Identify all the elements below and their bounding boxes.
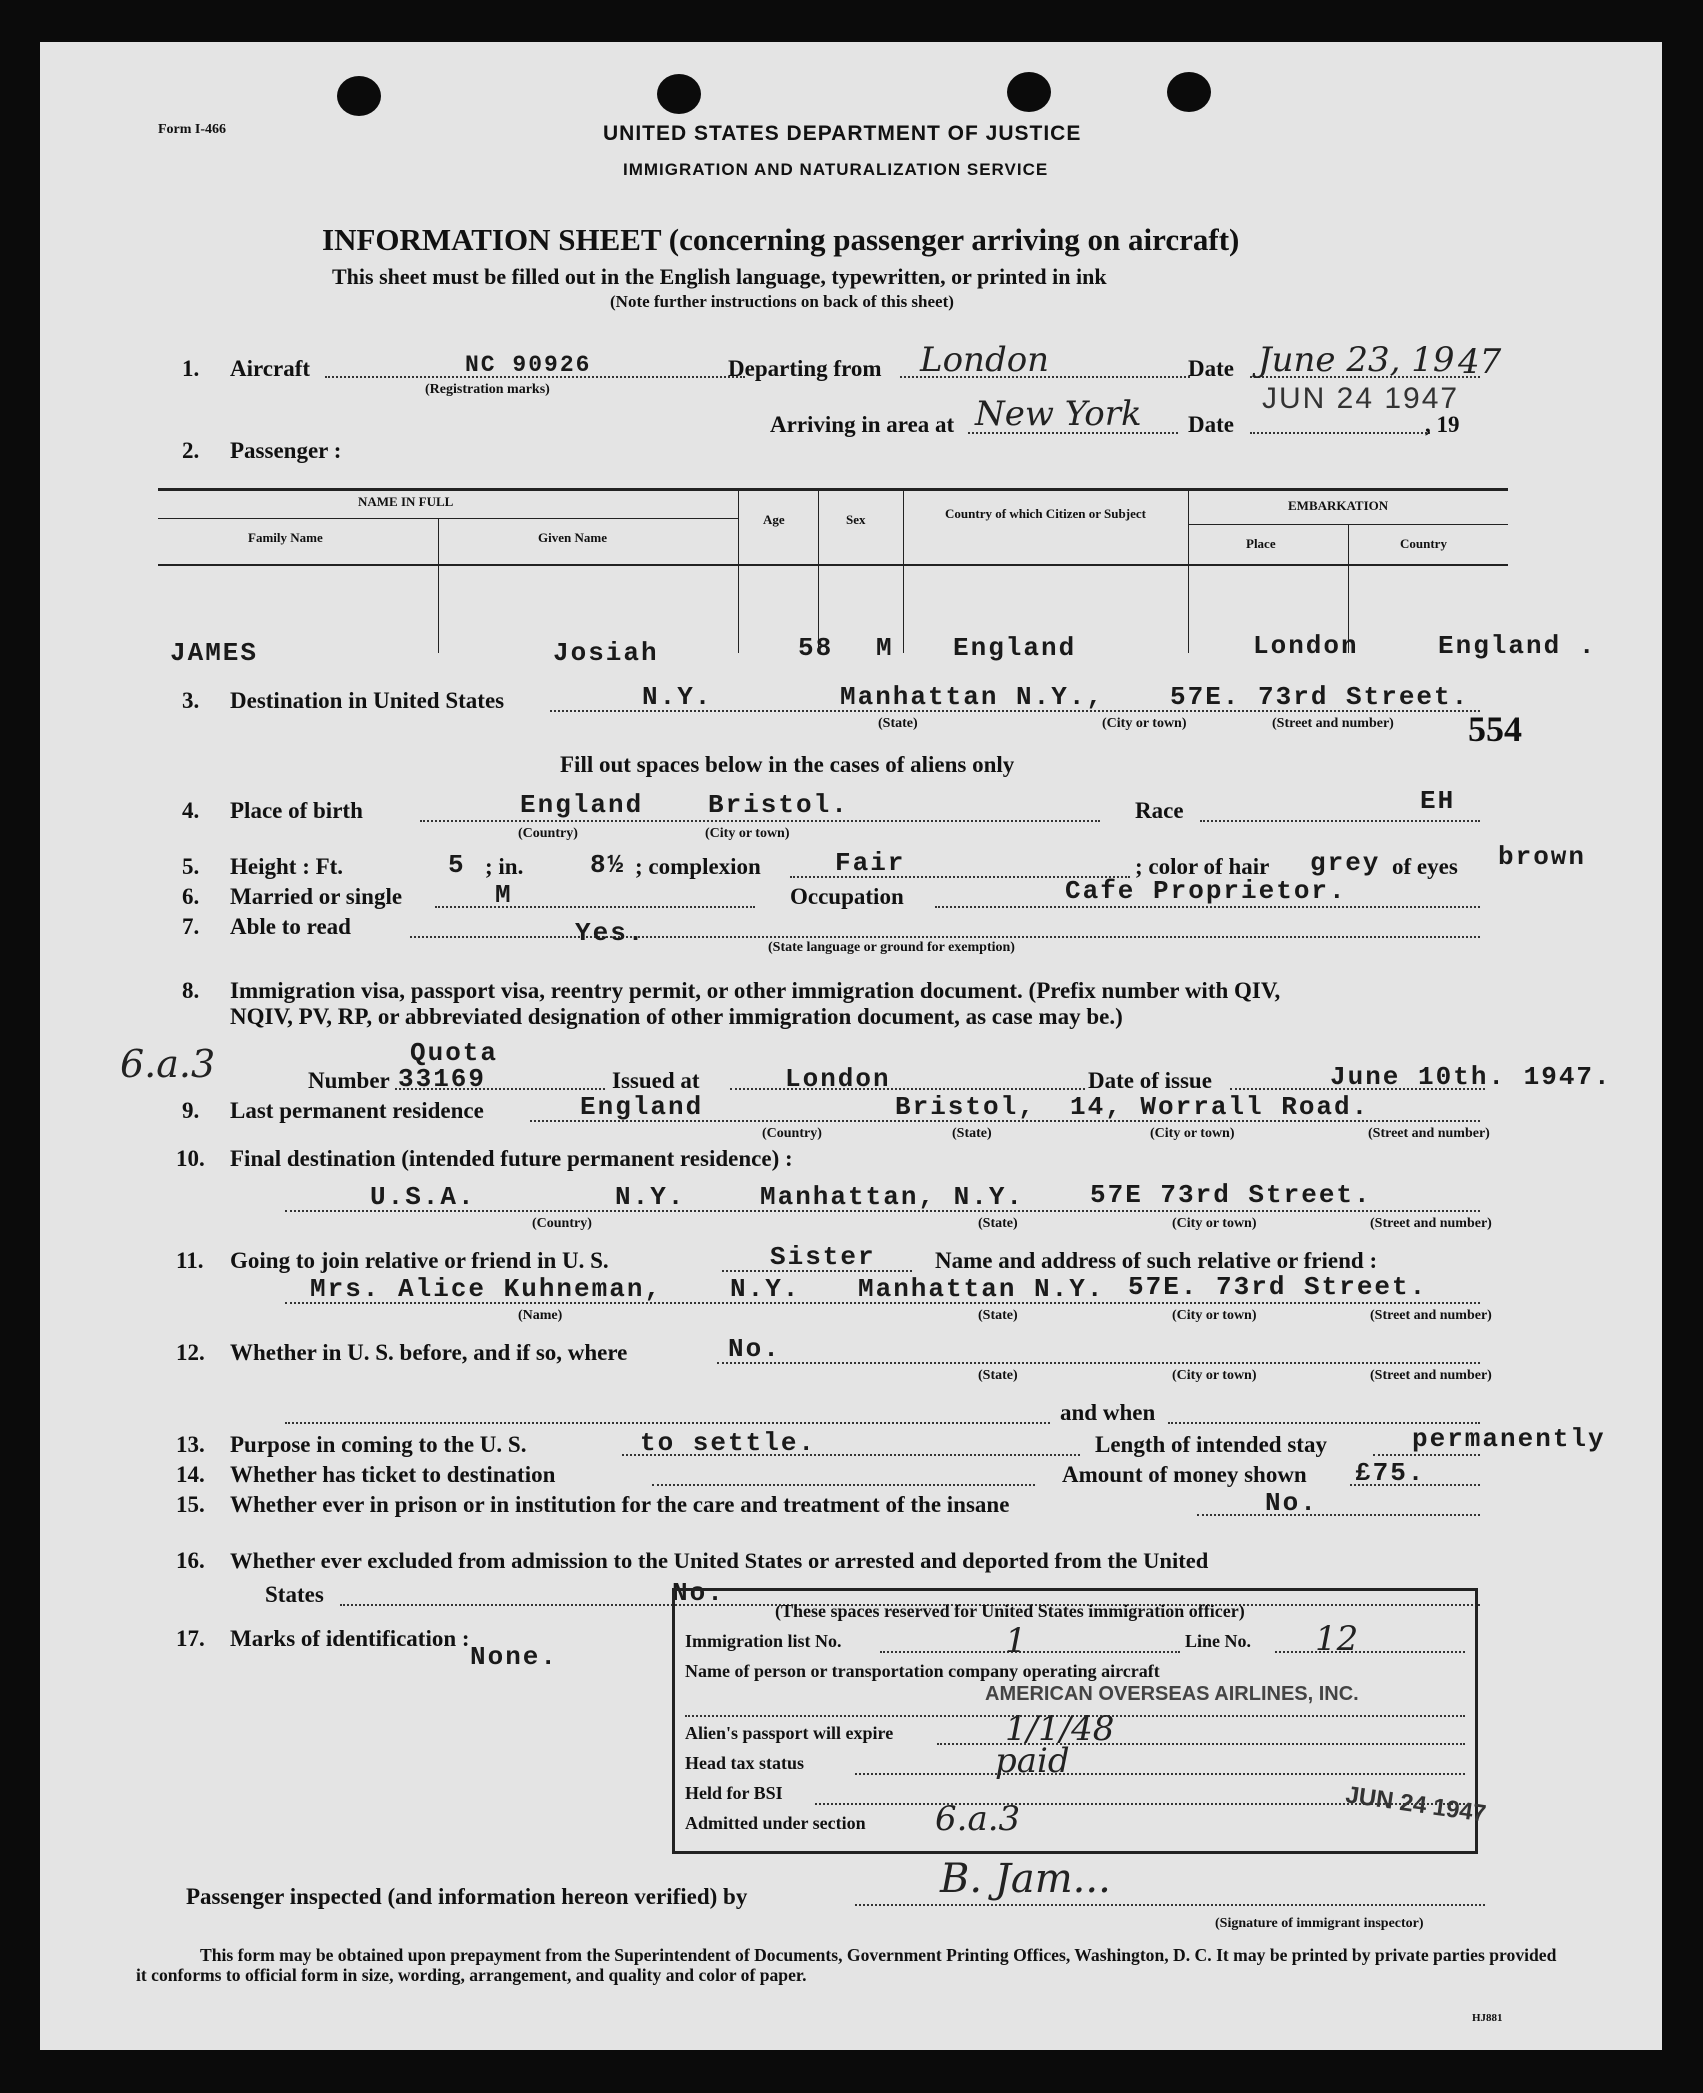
- q5-number: 5.: [182, 854, 200, 879]
- given-name-cell: Josiah: [553, 638, 659, 668]
- q11-number: 11.: [176, 1248, 204, 1273]
- q8-number: 8.: [182, 978, 200, 1003]
- line-value: 12: [1315, 1619, 1359, 1659]
- complexion-value: Fair: [835, 848, 906, 878]
- family-name-cell: JAMES: [170, 638, 259, 668]
- passenger-label: Passenger :: [230, 438, 342, 463]
- form-sheet: [40, 42, 1662, 2050]
- visa-number: 33169: [398, 1064, 487, 1094]
- before-value: No.: [728, 1334, 781, 1364]
- passenger-table: [158, 488, 1597, 668]
- money-label: Amount of money shown: [1062, 1462, 1307, 1487]
- join-label: Going to join relative or friend in U. S.: [230, 1248, 609, 1273]
- join-cap-street: (Street and number): [1370, 1308, 1492, 1323]
- arriving-value: New York: [975, 394, 1142, 434]
- q17-number: 17.: [176, 1626, 205, 1651]
- country-header: Country of which Citizen or Subject: [945, 506, 1146, 521]
- final-state: N.Y.: [615, 1182, 686, 1212]
- issue-date-value: June 10th. 1947.: [1330, 1062, 1612, 1092]
- race-label: Race: [1135, 798, 1184, 823]
- punch-hole: [1007, 72, 1051, 112]
- name-in-full-header: NAME IN FULL: [358, 494, 454, 509]
- final-cap-state: (State): [978, 1216, 1018, 1231]
- arriving-label: Arriving in area at: [770, 412, 955, 437]
- birth-cap-city: (City or town): [705, 826, 790, 841]
- departing-label: Departing from: [728, 356, 882, 381]
- height-in: 8½: [590, 850, 626, 880]
- sex-header: Sex: [846, 512, 866, 527]
- marks-label: Marks of identification :: [230, 1626, 470, 1651]
- ticket-label: Whether has ticket to destination: [230, 1462, 556, 1487]
- join-street: 57E. 73rd Street.: [1128, 1272, 1428, 1302]
- birth-city: Bristol.: [708, 790, 849, 820]
- aircraft-value: NC 90926: [465, 352, 592, 378]
- visa-number-label: Number: [308, 1068, 390, 1093]
- arrive-date-stamp: JUN 24 1947: [1262, 382, 1460, 415]
- q16-number: 16.: [176, 1548, 205, 1573]
- final-cap-street: (Street and number): [1370, 1216, 1492, 1231]
- q2-number: 2.: [182, 438, 200, 463]
- birth-country: England: [520, 790, 644, 820]
- inspector-signature: B. Jam...: [940, 1856, 1111, 1902]
- q15-number: 15.: [176, 1492, 205, 1517]
- before-label: Whether in U. S. before, and if so, where: [230, 1340, 628, 1365]
- quota-text: Quota: [410, 1038, 499, 1068]
- final-cap-city: (City or town): [1172, 1216, 1257, 1231]
- join-name-label: Name and address of such relative or friend :: [935, 1248, 1378, 1273]
- q14-number: 14.: [176, 1462, 205, 1487]
- visa-line1: Immigration visa, passport visa, reentry permit, or other immigration document. (Prefix number with QIV,: [230, 978, 1281, 1003]
- page-note: (Note further instructions on back of this sheet): [610, 292, 954, 311]
- inspection-caption: (Signature of immigrant inspector): [1215, 1916, 1424, 1931]
- read-caption: (State language or ground for exemption): [768, 940, 1015, 955]
- prison-label: Whether ever in prison or in institution for the care and treatment of the insane: [230, 1492, 1010, 1517]
- age-cell: 58: [798, 633, 834, 663]
- country-cell: England: [953, 633, 1077, 663]
- age-header: Age: [763, 512, 785, 527]
- punch-hole: [337, 76, 381, 116]
- residence-cap-state: (State): [952, 1126, 992, 1141]
- embarkation-header: EMBARKATION: [1288, 498, 1389, 513]
- final-cap-country: (Country): [532, 1216, 592, 1231]
- destination-label: Destination in United States: [230, 688, 505, 713]
- admitted-stamp-date: JUN 24 1947: [1343, 1781, 1488, 1828]
- prison-value: No.: [1265, 1488, 1318, 1518]
- stamp-number: 554: [1468, 709, 1522, 749]
- punch-hole: [1167, 72, 1211, 112]
- q7-number: 7.: [182, 914, 200, 939]
- marks-value: None.: [470, 1642, 559, 1672]
- inspection-label: Passenger inspected (and information hereon verified) by: [186, 1884, 748, 1909]
- sex-cell: M: [876, 633, 894, 663]
- eyes-label: of eyes: [1392, 854, 1458, 879]
- print-code: HJ881: [1472, 2012, 1503, 2024]
- purpose-value: to settle.: [640, 1428, 817, 1458]
- join-cap-state: (State): [978, 1308, 1018, 1323]
- company-label: Name of person or transportation company operating aircraft: [685, 1661, 1160, 1681]
- residence-cap-country: (Country): [762, 1126, 822, 1141]
- arrive-date-label: Date: [1188, 412, 1234, 437]
- officer-box: [672, 1588, 1488, 1854]
- eyes-value: brown: [1498, 842, 1587, 872]
- destination-state: N.Y.: [642, 682, 713, 712]
- destination-city: Manhattan N.Y.,: [840, 682, 1105, 712]
- q9-number: 9.: [182, 1098, 200, 1123]
- q10-number: 10.: [176, 1146, 205, 1171]
- final-destination-label: Final destination (intended future permanent residence) :: [230, 1146, 793, 1171]
- embark-country-cell: England .: [1438, 631, 1597, 661]
- list-value: 1: [1005, 1621, 1027, 1661]
- before-cap-street: (Street and number): [1370, 1368, 1492, 1383]
- residence-country: England: [580, 1092, 704, 1122]
- line-label: Line No.: [1185, 1631, 1252, 1651]
- destination-street: 57E. 73rd Street.: [1170, 682, 1470, 712]
- company-stamp: AMERICAN OVERSEAS AIRLINES, INC.: [985, 1683, 1359, 1705]
- page-subtitle: This sheet must be filled out in the English language, typewritten, or printed in ink: [332, 264, 1107, 289]
- residence-cap-city: (City or town): [1150, 1126, 1235, 1141]
- residence-street: 14, Worrall Road.: [1070, 1092, 1370, 1122]
- married-label: Married or single: [230, 884, 403, 909]
- agency-title: UNITED STATES DEPARTMENT OF JUSTICE: [603, 122, 1082, 145]
- passport-value: 1/1/48: [1005, 1709, 1115, 1749]
- purpose-label: Purpose in coming to the U. S.: [230, 1432, 527, 1457]
- service-title: IMMIGRATION AND NATURALIZATION SERVICE: [623, 160, 1049, 179]
- join-cap-city: (City or town): [1172, 1308, 1257, 1323]
- read-value: Yes.: [575, 918, 646, 948]
- punch-hole: [657, 74, 701, 114]
- visa-margin-note: 6.a.3: [120, 1042, 216, 1086]
- bsi-label: Held for BSI: [685, 1783, 783, 1803]
- join-state: N.Y.: [730, 1274, 801, 1304]
- height-ft: 5: [448, 850, 466, 880]
- birth-label: Place of birth: [230, 798, 363, 823]
- aircraft-label: Aircraft: [230, 356, 311, 381]
- hair-label: ; color of hair: [1135, 854, 1270, 879]
- footer-text: This form may be obtained upon prepayment from the Superintendent of Documents, Government Printing Offices, Washington, D. C. It may be printed by private parties provided it conforms to official form in size, wording, arrangement, and quality and color of paper.: [136, 1945, 1557, 1985]
- race-value: EH: [1420, 786, 1456, 816]
- officer-box-heading: (These spaces reserved for United States immigration officer): [775, 1601, 1245, 1621]
- married-value: M: [495, 880, 513, 910]
- issued-label: Issued at: [612, 1068, 700, 1093]
- list-label: Immigration list No.: [685, 1631, 842, 1651]
- join-cap-name: (Name): [518, 1308, 563, 1323]
- admitted-label: Admitted under section: [685, 1813, 866, 1833]
- residence-label: Last permanent residence: [230, 1098, 484, 1123]
- join-name: Mrs. Alice Kuhneman,: [310, 1274, 663, 1304]
- q6-number: 6.: [182, 884, 200, 909]
- page-title: INFORMATION SHEET (concerning passenger arriving on aircraft): [322, 222, 1240, 257]
- complexion-label: ; complexion: [635, 854, 761, 879]
- before-cap-city: (City or town): [1172, 1368, 1257, 1383]
- join-city: Manhattan N.Y.: [858, 1274, 1105, 1304]
- aliens-heading: Fill out spaces below in the cases of aliens only: [560, 752, 1015, 777]
- final-country: U.S.A.: [370, 1182, 476, 1212]
- q12-number: 12.: [176, 1340, 205, 1365]
- destination-cap-street: (Street and number): [1272, 716, 1394, 731]
- final-city: Manhattan, N.Y.: [760, 1182, 1025, 1212]
- issued-value: London: [785, 1064, 891, 1094]
- join-relation: Sister: [770, 1242, 876, 1272]
- aircraft-caption: (Registration marks): [425, 382, 550, 397]
- q3-number: 3.: [182, 688, 200, 713]
- date-year: 47: [1458, 342, 1502, 382]
- q4-number: 4.: [182, 798, 200, 823]
- when-label: and when: [1060, 1400, 1156, 1425]
- place-header: Place: [1246, 536, 1276, 551]
- occupation-value: Cafe Proprietor.: [1065, 876, 1347, 906]
- birth-cap-country: (Country): [518, 826, 578, 841]
- date-value: June 23, 19: [1258, 340, 1455, 380]
- height-label: Height : Ft.: [230, 854, 344, 879]
- issue-date-label: Date of issue: [1088, 1068, 1212, 1093]
- destination-cap-state: (State): [878, 716, 918, 731]
- stay-value: permanently: [1412, 1424, 1606, 1454]
- headtax-label: Head tax status: [685, 1753, 805, 1773]
- destination-cap-city: (City or town): [1102, 716, 1187, 731]
- before-cap-state: (State): [978, 1368, 1018, 1383]
- excluded-value: No.: [672, 1578, 725, 1608]
- residence-city: Bristol,: [895, 1092, 1036, 1122]
- given-name-header: Given Name: [538, 530, 607, 545]
- visa-line2: NQIV, PV, RP, or abbreviated designation of other immigration document, as case may be.): [230, 1004, 1123, 1029]
- occupation-label: Occupation: [790, 884, 904, 909]
- height-in-label: ; in.: [485, 854, 524, 879]
- residence-cap-street: (Street and number): [1368, 1126, 1490, 1141]
- admitted-value: 6.a.3: [935, 1799, 1021, 1839]
- excluded-line2: States: [265, 1582, 324, 1607]
- headtax-value: paid: [995, 1741, 1070, 1781]
- excluded-line1: Whether ever excluded from admission to the United States or arrested and deported from the United: [230, 1548, 1209, 1573]
- departing-value: London: [920, 340, 1050, 380]
- stay-label: Length of intended stay: [1095, 1432, 1327, 1457]
- arrive-year: , 19: [1425, 412, 1460, 437]
- q1-number: 1.: [182, 356, 200, 381]
- hair-value: grey: [1310, 848, 1381, 878]
- final-street: 57E 73rd Street.: [1090, 1180, 1372, 1210]
- family-name-header: Family Name: [248, 530, 323, 545]
- read-label: Able to read: [230, 914, 351, 939]
- q13-number: 13.: [176, 1432, 205, 1457]
- passport-label: Alien's passport will expire: [685, 1723, 894, 1743]
- money-value: £75.: [1355, 1458, 1426, 1488]
- embark-place-cell: London: [1253, 631, 1359, 661]
- country2-header: Country: [1400, 536, 1447, 551]
- date-label: Date: [1188, 356, 1234, 381]
- form-number: Form I-466: [158, 122, 227, 137]
